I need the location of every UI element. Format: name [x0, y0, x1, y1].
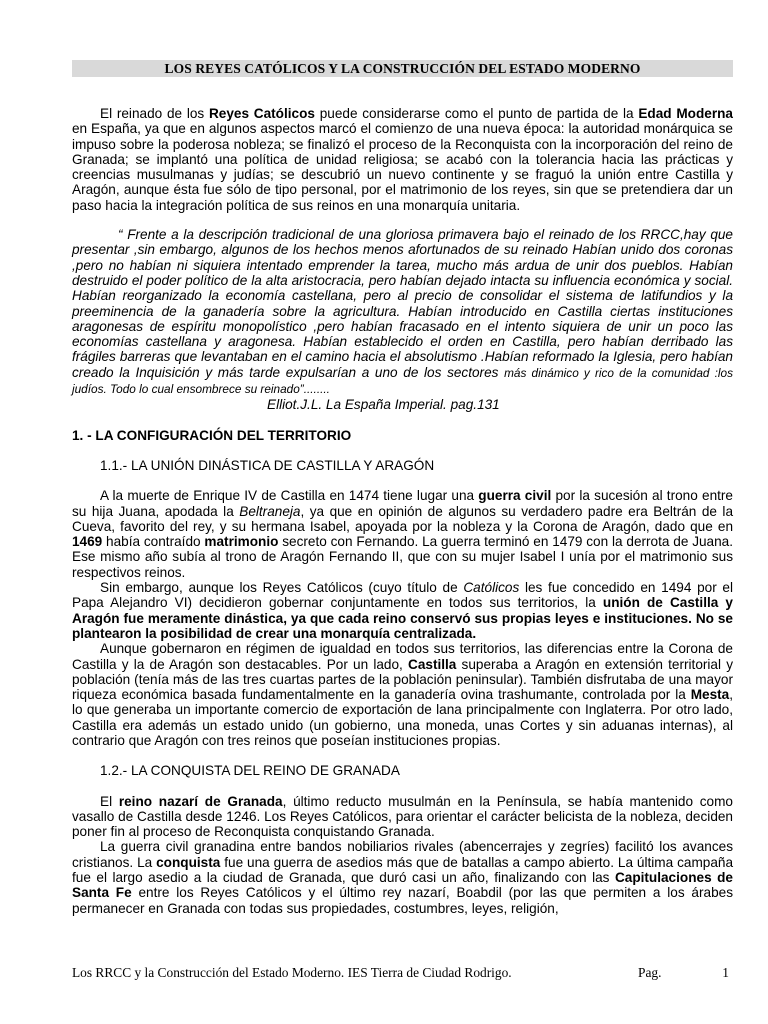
bold-run: Castilla: [408, 656, 457, 672]
text-run: , ya que en opinión de algunos su verdadero padre era Beltrán de la Cueva, favorito del rey, y su hermana Isabel, apoyada por la nobleza y la Corona de Aragón, dado que en: [72, 503, 733, 534]
italic-run: Católicos: [463, 580, 520, 596]
text-run: , último reducto musulmán en la Península, se había mantenido como vasallo de Castilla desde 1246. Los Reyes Católicos, para orientar el carácter belicista de la nobleza, deciden poner fin al proceso de Reconquista conquistando Granada.: [72, 793, 733, 840]
italic-run: Beltraneja: [239, 503, 301, 519]
document-title: LOS REYES CATÓLICOS Y LA CONSTRUCCIÓN DEL ESTADO MODERNO: [72, 60, 733, 77]
text-run: Aunque gobernaron en régimen de igualdad en todos sus territorios, las diferencias entre la Corona de Castilla y la de Aragón son destacables. Por un lado,: [72, 641, 733, 672]
text-run: superaba a Aragón en extensión territorial y población (tenía más de las tres cuartas partes de la población peninsular). También disfrutaba de una mayor riqueza económica basada fundamentalmente en la ganadería ovina trashumante, controlada por la: [72, 656, 733, 703]
text-run: por la sucesión al trono entre su hija Juana, apodada la: [72, 488, 733, 519]
paragraph: [72, 794, 733, 840]
bold-run: 1469: [72, 534, 103, 550]
text-run: A la muerte de Enrique IV de Castilla en 1474 tiene lugar una: [100, 488, 479, 504]
text-run: El reinado de los: [100, 106, 209, 121]
text-run: Sin embargo, aunque los Reyes Católicos (cuyo título de: [100, 580, 464, 596]
bold-run: matrimonio: [204, 534, 279, 550]
bold-run: Reyes Católicos: [208, 106, 315, 121]
document-body: [72, 106, 733, 916]
paragraph: [72, 580, 733, 641]
text-run: les fue concedido en 1494 por el Papa Alejandro VI) decidieron gobernar conjuntamente en todos sus territorios, la: [72, 580, 733, 611]
footer-page-label: Pag.: [638, 965, 662, 980]
paragraph: [72, 488, 733, 580]
document-page: [72, 0, 733, 1024]
text-run: , lo que generaba un importante comercio de exportación de lana principalmente con Inglaterra. Por otro lado, Castilla era además un estado unido (un gobierno, una moneda, unas Cortes y sin aduanas internas), al contrario que Aragón con tres reinos que poseían instituciones propias.: [72, 687, 733, 748]
subsection-heading: 1.2.- LA CONQUISTA DEL REINO DE GRANADA: [100, 763, 400, 779]
paragraph: [72, 641, 733, 748]
intro-paragraph: [72, 106, 733, 213]
bold-run: Edad Moderna: [638, 106, 733, 121]
text-run: en España, ya que en algunos aspectos marcó el comienzo de una nueva época: la autoridad monárquica se impuso sobre la poderosa nobleza; se finalizó el proceso de la Reconquista con la incorporación del reino de Granada; se implantó una política de unidad religiosa; se acabó con la tolerancia hacia las prácticas y creencias musulmanas y judías; se descubrió un nuevo continente y se fraguó la unión entre Castilla y Aragón, aunque ésta fue sólo de tipo personal, por el matrimonio de los reyes, sin que se pretendiera dar un paso hacia la integración política de sus reinos en una monarquía unitaria.: [72, 121, 733, 213]
bold-run: Capitulaciones de Santa Fe: [72, 870, 733, 901]
bold-run: guerra civil: [478, 488, 552, 504]
quote-main: “ Frente a la descripción tradicional de una gloriosa primavera bajo el reinado de los RRCC,hay que presentar ,sin embargo, algunos de los hechos menos afortunados de su reinado Habían unido dos coronas ,pero no habían ni siquiera intentado emprender la tarea, mucho más ardua de unir dos pueblos. Habían destruido el poder político de la alta aristocracia, pero habían dejado intacta su influencia económica y social. Habían reorganizado la economía castellana, pero al precio de consolidar el sistema de latifundios y la preeminencia de la ganadería sobre la agricultura. Habían introducido en Castilla ciertas instituciones aragonesas de espíritu monopolístico ,pero habían fracasado en el intento siquiera de unir un poco las economías castellana y aragonesa. Habían establecido el orden en Castilla, pero habían derribado las frágiles barreras que levantaban en el camino hacia el absolutismo .Habían reformado la Iglesia, pero habían creado la Inquisición y más tarde expulsarían a uno de los sectores: [72, 227, 733, 380]
bold-run: Mesta: [690, 687, 730, 703]
subsection-heading: 1.1.- LA UNIÓN DINÁSTICA DE CASTILLA Y ARAGÓN: [100, 457, 435, 473]
text-run: fue una guerra de asedios más que de batallas a campo abierto. La última campaña fue el largo asedio a la ciudad de Granada, que duró casi un año, finalizando con las: [72, 854, 734, 886]
text-run: El: [100, 793, 119, 809]
section-heading: 1. - LA CONFIGURACIÓN DEL TERRITORIO: [72, 427, 352, 443]
text-run: había contraído: [102, 534, 205, 550]
quote-text: [72, 227, 733, 397]
quote-block: [72, 227, 733, 413]
paragraph: [72, 839, 733, 915]
page-number: 1: [722, 965, 729, 980]
quote-citation: Elliot.J.L. La España Imperial. pag.131: [267, 397, 500, 413]
text-run: puede considerarse como el punto de partida de la: [314, 106, 639, 121]
text-run: secreto con Fernando. La guerra terminó en 1479 con la derrota de Juana. Ese mismo año subía al trono de Aragón Fernando II, que con su mujer Isabel I unía por el matrimonio sus respectivos reinos.: [72, 534, 734, 580]
bold-run: conquista: [156, 854, 221, 870]
text-run: La guerra civil granadina entre bandos nobiliarios rivales (abencerrajes y zegríes) facilitó los avances cristianos. La: [72, 839, 733, 870]
footer-text: Los RRCC y la Construcción del Estado Moderno. IES Tierra de Ciudad Rodrigo.: [72, 965, 512, 980]
text-run: entre los Reyes Católicos y el último rey nazarí, Boabdil (por las que permiten a los árabes permanecer en Granada con todas sus propiedades, costumbres, leyes, religión,: [72, 885, 733, 916]
quote-end: más dinámico y rico de la comunidad :los judíos. Todo lo cual ensombrece su reinado”........: [72, 365, 733, 397]
page-footer: [72, 965, 733, 981]
bold-run: reino nazarí de Granada: [118, 793, 283, 809]
bold-run: unión de Castilla y Aragón fue meramente dinástica, ya que cada reino conservó sus propias leyes e instituciones. No se plantearon la posibilidad de crear una monarquía centralizada.: [72, 595, 733, 641]
